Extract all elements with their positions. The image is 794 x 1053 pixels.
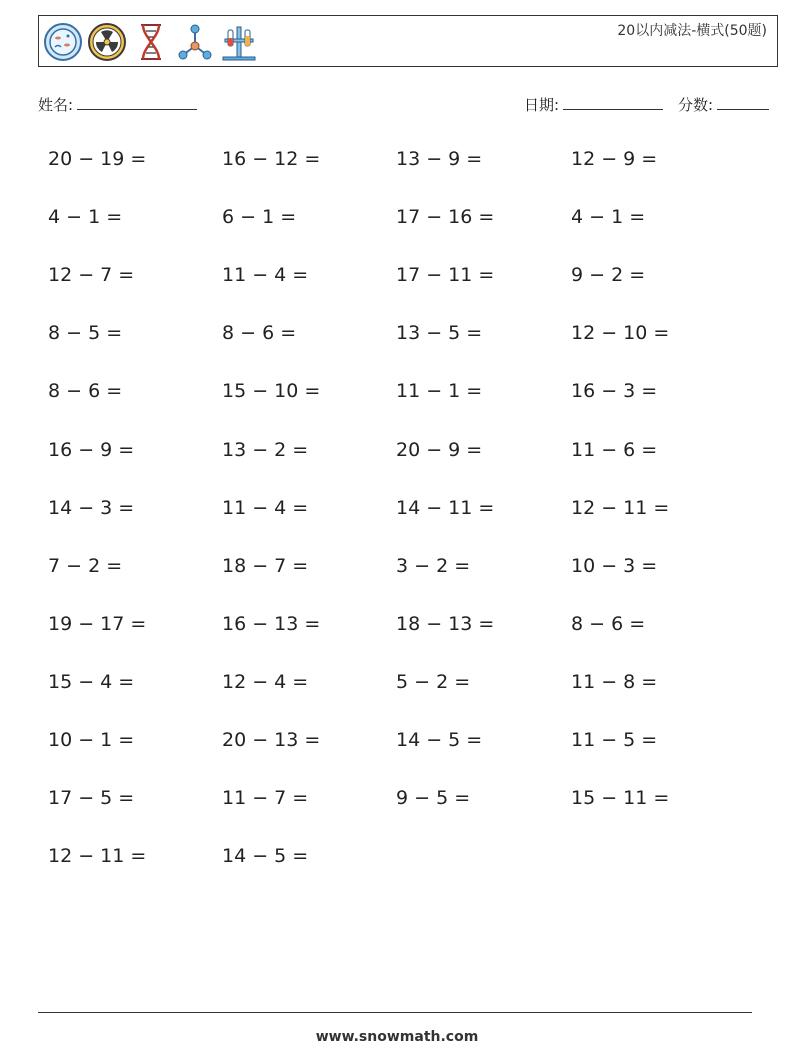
date-label: 日期: bbox=[524, 96, 560, 114]
problem-item: 11 − 4 = bbox=[222, 496, 309, 519]
problem-item: 14 − 5 = bbox=[396, 729, 483, 751]
problem-item: 8 − 6 = bbox=[48, 380, 123, 403]
worksheet-title: 20以内减法-横式(50题) bbox=[617, 23, 767, 39]
problem-item: 17 − 5 = bbox=[48, 787, 135, 810]
problem-item: 16 − 12 = bbox=[222, 148, 321, 170]
problem-item: 18 − 7 = bbox=[222, 554, 309, 577]
problem-item: 13 − 5 = bbox=[396, 322, 483, 345]
footer-url: www.snowmath.com bbox=[315, 1029, 479, 1045]
problem-item: 11 − 8 = bbox=[571, 670, 658, 693]
problem-item: 11 − 7 = bbox=[222, 787, 309, 810]
problem-item: 15 − 11 = bbox=[571, 787, 670, 810]
problem-item: 16 − 13 = bbox=[222, 612, 321, 635]
problem-item: 8 − 6 = bbox=[571, 612, 646, 635]
problem-item: 20 − 19 = bbox=[48, 148, 147, 170]
problem-item: 11 − 4 = bbox=[222, 264, 309, 287]
problem-item: 11 − 1 = bbox=[396, 380, 483, 403]
problem-item: 11 − 6 = bbox=[571, 438, 658, 461]
problem-item: 12 − 9 = bbox=[571, 148, 658, 170]
footer-divider bbox=[38, 1012, 752, 1013]
problem-item: 4 − 1 = bbox=[48, 206, 123, 229]
problem-item: 18 − 13 = bbox=[396, 612, 495, 635]
problem-item: 13 − 9 = bbox=[396, 148, 483, 170]
problem-item: 14 − 5 = bbox=[222, 845, 309, 868]
problem-item: 14 − 3 = bbox=[48, 496, 135, 519]
problem-item: 10 − 1 = bbox=[48, 729, 135, 751]
problem-item: 14 − 11 = bbox=[396, 496, 495, 519]
problem-item: 19 − 17 = bbox=[48, 612, 147, 635]
name-label: 姓名: bbox=[38, 96, 74, 114]
problem-item: 3 − 2 = bbox=[396, 554, 471, 577]
problem-item: 4 − 1 = bbox=[571, 206, 646, 229]
problem-item: 15 − 10 = bbox=[222, 380, 321, 403]
problem-item: 9 − 5 = bbox=[396, 787, 471, 810]
problem-item: 13 − 2 = bbox=[222, 438, 309, 461]
problem-item: 5 − 2 = bbox=[396, 670, 471, 693]
score-label: 分数: bbox=[678, 96, 714, 114]
problem-item: 12 − 11 = bbox=[48, 845, 147, 868]
problem-item: 16 − 9 = bbox=[48, 438, 135, 461]
problem-item: 8 − 5 = bbox=[48, 322, 123, 345]
problem-item: 12 − 4 = bbox=[222, 670, 309, 693]
problem-item: 12 − 7 = bbox=[48, 264, 135, 287]
problem-item: 6 − 1 = bbox=[222, 206, 297, 229]
problem-item: 7 − 2 = bbox=[48, 554, 123, 577]
problem-item: 10 − 3 = bbox=[571, 554, 658, 577]
problem-item: 16 − 3 = bbox=[571, 380, 658, 403]
problem-item: 15 − 4 = bbox=[48, 670, 135, 693]
problem-item: 20 − 13 = bbox=[222, 729, 321, 751]
problem-item: 11 − 5 = bbox=[571, 729, 658, 751]
problem-item: 12 − 11 = bbox=[571, 496, 670, 519]
problem-item: 20 − 9 = bbox=[396, 438, 483, 461]
problem-item: 12 − 10 = bbox=[571, 322, 670, 345]
problem-item: 17 − 11 = bbox=[396, 264, 495, 287]
problem-item: 17 − 16 = bbox=[396, 206, 495, 229]
problem-item: 8 − 6 = bbox=[222, 322, 297, 345]
problem-item: 9 − 2 = bbox=[571, 264, 646, 287]
